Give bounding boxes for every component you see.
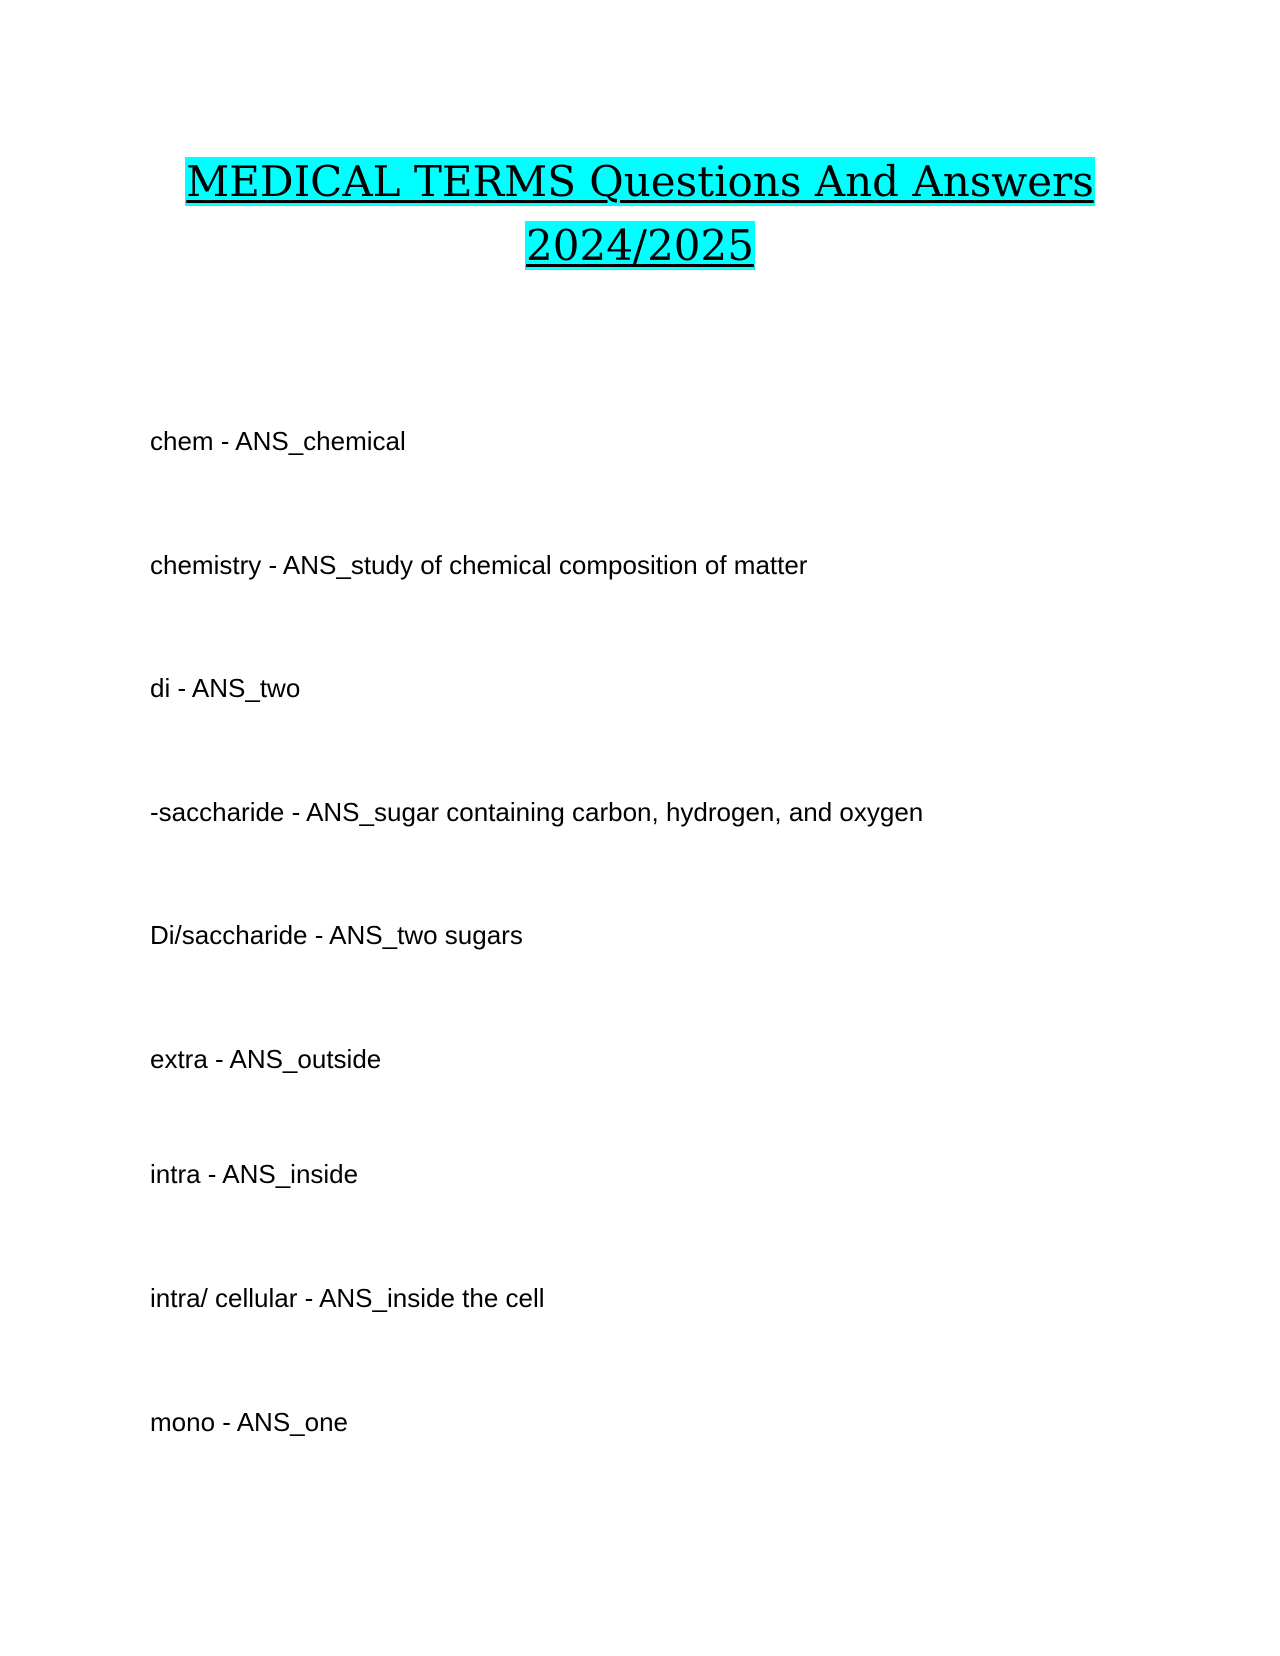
title-line-1: MEDICAL TERMS Questions And Answers [186, 157, 1094, 206]
term-entry-di: di - ANS_two [150, 673, 301, 703]
document-title [0, 150, 1280, 278]
term-entry-intra: intra - ANS_inside [150, 1159, 359, 1189]
term-entry-saccharide: -saccharide - ANS_sugar containing carbon, hydrogen, and oxygen [150, 797, 924, 827]
term-entry-disaccharide: Di/saccharide - ANS_two sugars [150, 920, 523, 950]
term-entry-chemistry: chemistry - ANS_study of chemical composition of matter [150, 550, 808, 580]
term-entry-mono: mono - ANS_one [150, 1407, 349, 1437]
term-entry-chem: chem - ANS_chemical [150, 426, 406, 456]
term-entry-extra: extra - ANS_outside [150, 1044, 382, 1074]
term-entry-intracellular: intra/ cellular - ANS_inside the cell [150, 1283, 545, 1313]
title-line-2: 2024/2025 [526, 221, 754, 270]
